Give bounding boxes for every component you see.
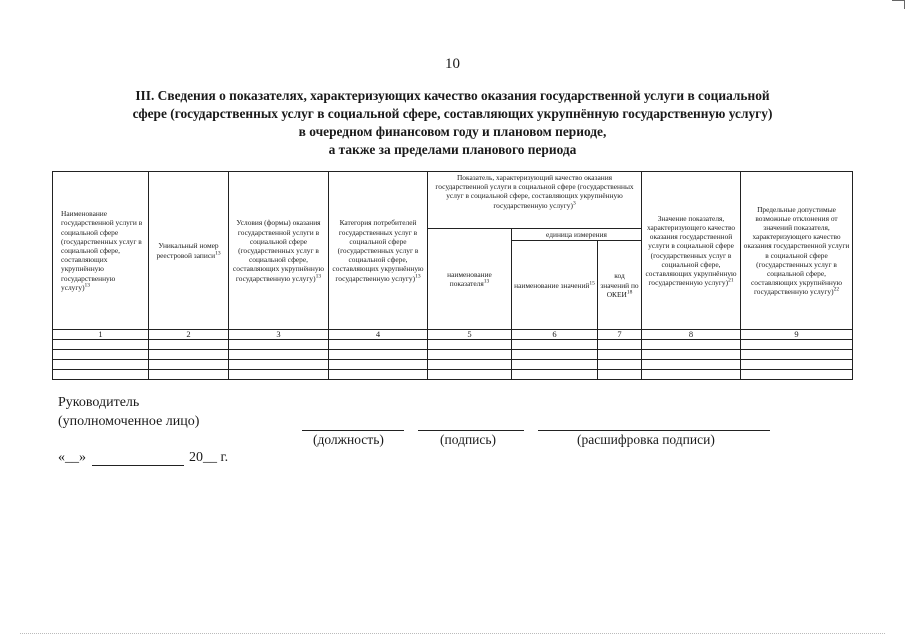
header-indicator-value: Значение показателя, характеризующего качество оказания государственной услуги в социальной сфере (государственных услуг в социальной сфере, составляющих укрупнённую государственную услугу)$^{21}$ [642,172,741,330]
position-line [302,430,404,431]
signature-line [418,430,524,431]
table-row [53,370,853,380]
section-heading [60,87,845,159]
decode-caption: (расшифровка подписи) [577,432,715,447]
header-registry-number: Уникальный номер реестровой записи$^{13}$ [149,172,229,330]
head-sub-label: (уполномоченное лицо) [58,414,200,429]
page-number: 10 [445,56,460,72]
col-number: 5 [428,330,512,340]
header-unit-name: наименование значений$^{15}$ [512,241,598,330]
page-corner-mark [892,0,905,9]
heading-line-3: в очередном финансовом году и плановом периоде, [298,124,607,139]
column-number-row [53,330,853,340]
header-consumer-category: Категория потребителей государственных услуг в социальной сфере (государственных услуг в социальной сфере, составляющих укрупнённую государственную услугу)$^{13}$ [329,172,428,330]
head-label: Руководитель [58,395,140,410]
header-conditions: Условия (формы) оказания государственной услуги в социальной сфере (государственных услуг в социальной сфере, составляющих укрупнённую государственную услугу)$^{13}$ [229,172,329,330]
date-year: 20__ г. [189,450,229,465]
col-number: 6 [512,330,598,340]
col-number: 2 [149,330,229,340]
quality-indicators-table [52,171,853,380]
header-allowed-deviation: Предельные допустимые возможные отклонения от значений показателя, характеризующего качество оказания государственной услуги в социальной сфере (государственных услуг в социальной сфере, составляющих укрупнённую государственную услугу)$^{22}$ [741,172,853,330]
col-number: 7 [598,330,642,340]
footer-artifact [20,631,885,634]
decode-line [538,430,770,431]
signature-caption: (подпись) [440,432,497,447]
date-month-line [92,465,184,466]
header-unit-group: единица измерения [512,229,642,241]
header-indicator-name: наименование показателя$^{13}$ [428,229,512,330]
heading-line-1: III. Сведения о показателях, характеризующих качество оказания государственной услуги в социальной [135,88,770,103]
header-service-name: Наименование государственной услуги в социальной сфере (государственных услуг в социальной сфере, составляющих укрупнённую государственную услугу)$^{13}$ [53,172,149,330]
col-number: 1 [53,330,149,340]
table-row [53,340,853,350]
position-caption: (должность) [313,432,384,447]
header-indicator-group: Показатель, характеризующий качество оказания государственной услуги в социальной сфере (государственных услуг в социальной сфере, составляющих укрупнённую государственную услугу)$^3$ [428,172,642,229]
col-number: 3 [229,330,329,340]
col-number: 9 [741,330,853,340]
table-row [53,360,853,370]
col-number: 4 [329,330,428,340]
table-row [53,350,853,360]
heading-line-2: сфере (государственных услуг в социальной сфере, составляющих укрупнённую государственную услугу) [132,106,773,121]
col-number: 8 [642,330,741,340]
header-okei-code: код значений по ОКЕИ$^{18}$ [598,241,642,330]
heading-line-4: а также за пределами планового периода [328,142,577,157]
date-day: «__» [58,450,86,465]
